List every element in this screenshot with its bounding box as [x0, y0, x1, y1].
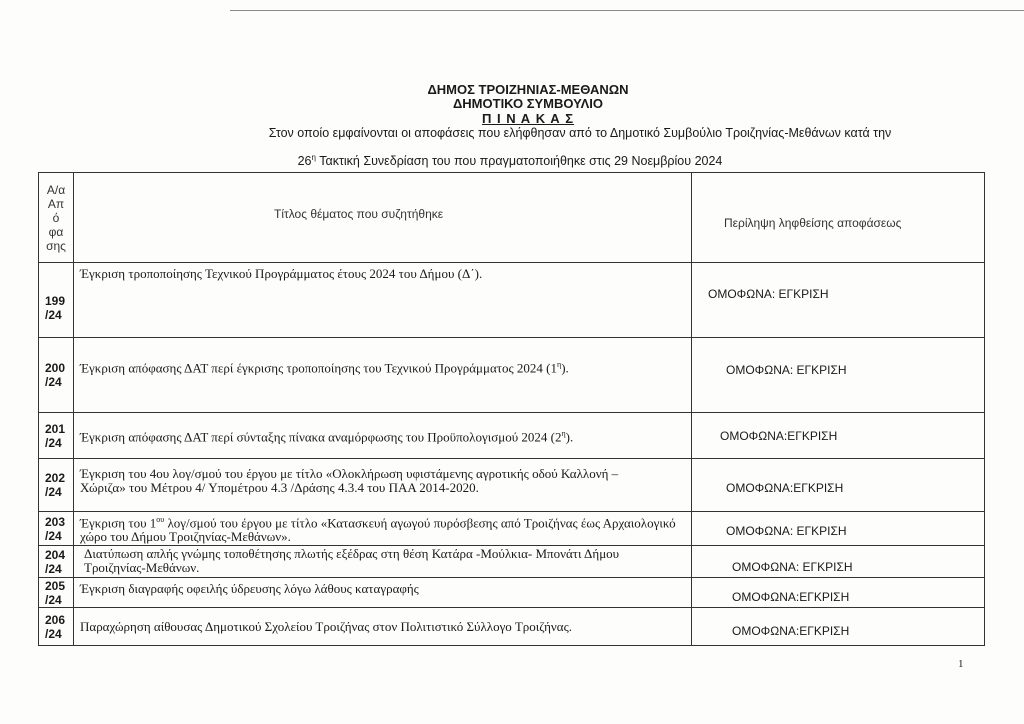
decision-title: Έγκριση του 4ου λογ/σμού του έργου με τίτλο «Ολοκλήρωση υφιστάμενης αγροτικής οδού Καλλονή – Χώριζα» του Μέτρου 4/ Υπομέτρου 4.3 /Δράσης 4.3.4 του ΠΑΑ 2014-2020.: [74, 459, 692, 512]
decision-summary: ΟΜΟΦΩΝΑ:ΕΓΚΡΙΣΗ: [692, 608, 985, 646]
decision-title: Έγκριση απόφασης ΔΑΤ περί σύνταξης πίνακα αναμόρφωσης του Προϋπολογισμού 2024 $(2^\eta)$.: [74, 413, 692, 459]
decision-number: 199 /24: [39, 263, 74, 338]
table-row: [39, 512, 985, 546]
decision-number: 206 /24: [39, 608, 74, 646]
decision-summary: ΟΜΟΦΩΝΑ: ΕΓΚΡΙΣΗ: [692, 512, 985, 546]
decision-title: Έγκριση διαγραφής οφειλής ύδρευσης λόγω λάθους καταγραφής: [74, 578, 692, 608]
table-header-row: [39, 173, 985, 263]
decision-title: Έγκριση απόφασης ΔΑΤ περί έγκρισης τροποποίησης του Τεχνικού Προγράμματος 2024 $(1^\eta)$.: [74, 338, 692, 413]
top-border-line: [230, 10, 1024, 11]
decision-title: Διατύπωση απλής γνώμης τοποθέτησης πλωτής εξέδρας στη θέση Κατάρα -Μούλκια- Μπονάτι Δήμου Τροιζηνίας-Μεθάνων.: [74, 546, 692, 578]
decision-summary: ΟΜΟΦΩΝΑ:ΕΓΚΡΙΣΗ: [692, 459, 985, 512]
decision-number: 204 /24: [39, 546, 74, 578]
decision-summary: ΟΜΟΦΩΝΑ: ΕΓΚΡΙΣΗ: [692, 546, 985, 578]
council-name: ΔΗΜΟΤΙΚΟ ΣΥΜΒΟΥΛΙΟ: [452, 96, 604, 111]
decision-title: Έγκριση του $1^{o\upsilon}$ λογ/σμού του έργου με τίτλο «Κατασκευή αγωγού πυρόσβεσης από Τροιζήνας έως Αρχαιολογικό χώρο του Δήμου Τροιζηνίας-Μεθάνων».: [74, 512, 692, 546]
table-row: [39, 546, 985, 578]
description-line-2: $26^\eta$ Τακτική Συνεδρίαση του που πραγματοποιήθηκε στις 29 Νοεμβρίου 2024: [297, 153, 723, 169]
decision-summary: ΟΜΟΦΩΝΑ: ΕΓΚΡΙΣΗ: [692, 263, 985, 338]
decision-summary: ΟΜΟΦΩΝΑ:ΕΓΚΡΙΣΗ: [692, 413, 985, 459]
decision-title: Έγκριση τροποποίησης Τεχνικού Προγράμματος έτους 2024 του Δήμου (Δ΄).: [74, 263, 692, 338]
decision-number: 201 /24: [39, 413, 74, 459]
decision-summary: ΟΜΟΦΩΝΑ: ΕΓΚΡΙΣΗ: [692, 338, 985, 413]
decision-summary: ΟΜΟΦΩΝΑ:ΕΓΚΡΙΣΗ: [692, 578, 985, 608]
table-row: [39, 413, 985, 459]
table-row: [39, 263, 985, 338]
decision-number: 200 /24: [39, 338, 74, 413]
decision-number: 203 /24: [39, 512, 74, 546]
table-row: [39, 578, 985, 608]
header-decision: Περίληψη ληφθείσης αποφάσεως: [692, 173, 985, 263]
table-row: [39, 608, 985, 646]
description-line-1: Στον οποίο εμφαίνονται οι αποφάσεις που ελήφθησαν από το Δημοτικό Συμβούλιο Τροιζηνίας-Μεθάνων κατά την: [268, 126, 892, 140]
decision-number: 205 /24: [39, 578, 74, 608]
page-number: 1: [958, 658, 964, 670]
municipality-name: ΔΗΜΟΣ ΤΡΟΙΖΗΝΙΑΣ-ΜΕΘΑΝΩΝ: [427, 82, 629, 97]
decisions-table: [38, 172, 985, 646]
header-title: Τίτλος θέματος που συζητήθηκε: [74, 173, 692, 263]
decision-title: Παραχώρηση αίθουσας Δημοτικού Σχολείου Τροιζήνας στον Πολιτιστικό Σύλλογο Τροιζήνας.: [74, 608, 692, 646]
document-title: Π Ι Ν Α Κ Α Σ: [481, 111, 575, 126]
table-row: [39, 459, 985, 512]
table-row: [39, 338, 985, 413]
header-number: Α/α Απ ό φα σης: [39, 173, 74, 263]
decision-number: 202 /24: [39, 459, 74, 512]
